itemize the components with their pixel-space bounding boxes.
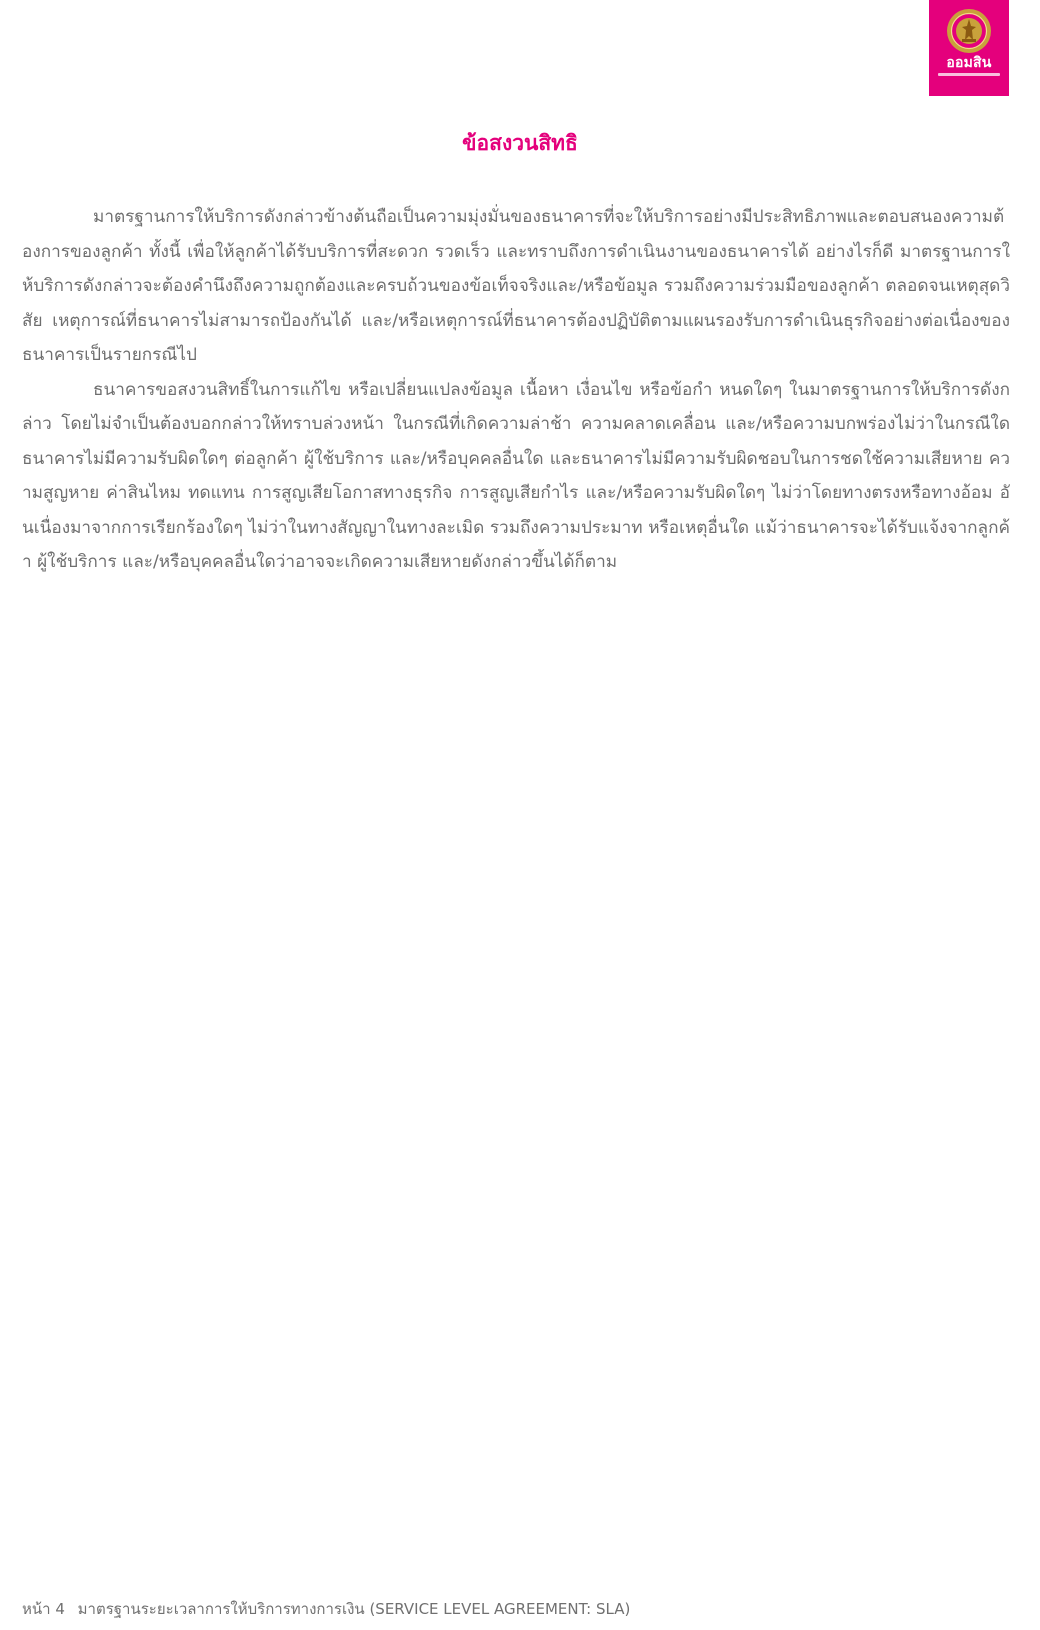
page-title: ข้อสงวนสิทธิ [462, 131, 578, 155]
page-footer [22, 1599, 630, 1619]
paragraph-2: ธนาคารขอสงวนสิทธิ์ในการแก้ไข หรือเปลี่ยนแปลงข้อมูล เนื้อหา เงื่อนไข หรือข้อกำ หนดใดๆ ในมาตรฐานการให้บริการดังกล่าว โดยไม่จำเป็นต้องบอกกล่าวให้ทราบล่วงหน้า ในกรณีที่เกิดความล่าช้า ความคลาดเคลื่อน และ/หรือความบกพร่องไม่ว่าในกรณีใด ธนาคารไม่มีความรับผิดใดๆ ต่อลูกค้า ผู้ใช้บริการ และ/หรือบุคคลอื่นใด และธนาคารไม่มีความรับผิดชอบในการชดใช้ความเสียหาย ความสูญหาย ค่าสินไหม ทดแทน การสูญเสียโอกาสทางธุรกิจ การสูญเสียกำไร และ/หรือความรับผิดใดๆ ไม่ว่าโดยทางตรงหรือทางอ้อม อันเนื่องมาจากการเรียกร้องใดๆ ไม่ว่าในทางสัญญาในทางละเมิด รวมถึงความประมาท หรือเหตุอื่นใด แม้ว่าธนาคารจะได้รับแจ้งจากลูกค้า ผู้ใช้บริการ และ/หรือบุคคลอื่นใดว่าอาจจะเกิดความเสียหายดังกล่าวขึ้นได้ก็ตาม [22, 379, 1010, 572]
document-body [22, 200, 1010, 580]
paragraph-1: มาตรฐานการให้บริการดังกล่าวข้างต้นถือเป็นความมุ่งมั่นของธนาคารที่จะให้บริการอย่างมีประสิทธิภาพและตอบสนองความต้องการของลูกค้า ทั้งนี้ เพื่อให้ลูกค้าได้รับบริการที่สะดวก รวดเร็ว และทราบถึงการดำเนินงานของธนาคารได้ อย่างไรก็ดี มาตรฐานการให้บริการดังกล่าวจะต้องคำนึงถึงความถูกต้องและครบถ้วนของข้อเท็จจริงและ/หรือข้อมูล รวมถึงความร่วมมือของลูกค้า ตลอดจนเหตุสุดวิสัย เหตุการณ์ที่ธนาคารไม่สามารถป้องกันได้ และ/หรือเหตุการณ์ที่ธนาคารต้องปฏิบัติตามแผนรองรับการดำเนินธุรกิจอย่างต่อเนื่องของธนาคารเป็นรายกรณีไป [22, 207, 1010, 365]
footer-text: มาตรฐานระยะเวลาการให้บริการทางการเงิน (SERVICE LEVEL AGREEMENT: SLA) [77, 1600, 631, 1618]
bank-logo-subtitle [938, 73, 1000, 76]
bank-seal-icon [946, 8, 992, 54]
bank-logo-name: ออมสิน [946, 55, 992, 71]
page-number: หน้า 4 [22, 1600, 65, 1618]
bank-logo [929, 0, 1009, 96]
